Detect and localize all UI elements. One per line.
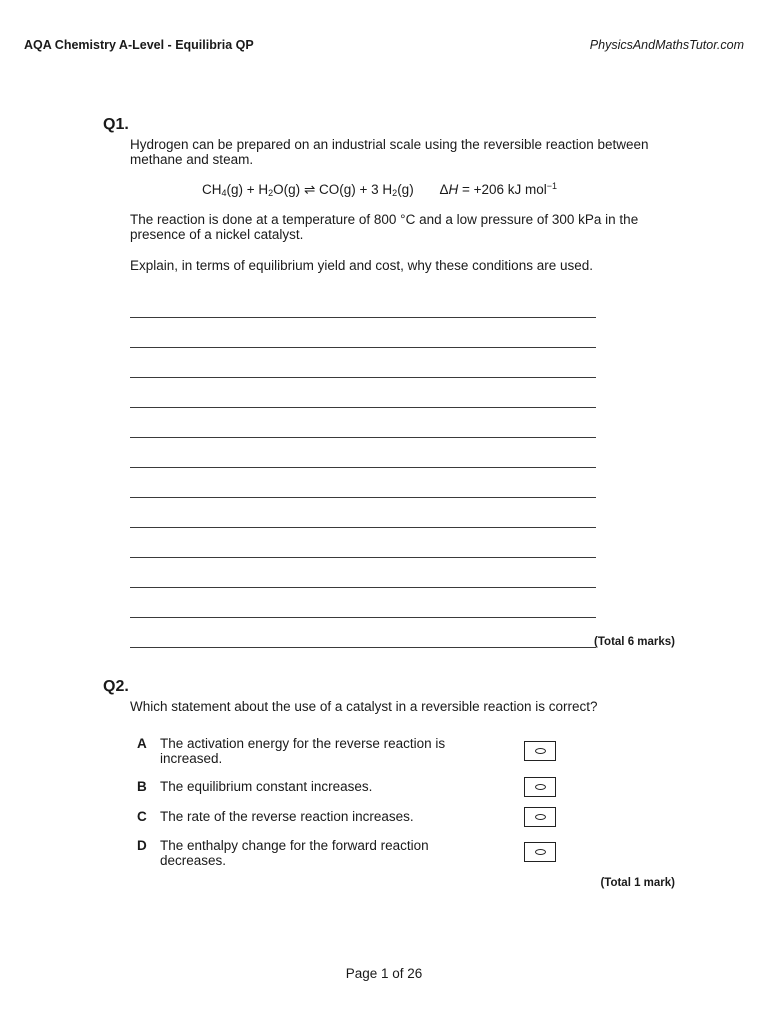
reaction-equation xyxy=(202,181,557,198)
option-d-answer-box[interactable] xyxy=(524,842,556,862)
option-a-oval-icon xyxy=(535,748,546,754)
question-2-prompt: Which statement about the use of a catalyst in a reversible reaction is correct? xyxy=(130,699,598,714)
eq-product-state: (g) xyxy=(397,182,414,197)
page-header-site: PhysicsAndMathsTutor.com xyxy=(589,38,744,52)
answer-line[interactable] xyxy=(130,558,596,588)
answer-line[interactable] xyxy=(130,348,596,378)
eq-reactant1: CH xyxy=(202,182,222,197)
option-d-oval-icon xyxy=(535,849,546,855)
enthalpy-unit-exponent: −1 xyxy=(546,181,558,191)
option-d-text: The enthalpy change for the forward reaction decreases. xyxy=(160,838,429,868)
answer-line[interactable] xyxy=(130,378,596,408)
option-b-oval-icon xyxy=(535,784,546,790)
delta-symbol: Δ xyxy=(439,182,449,197)
enthalpy-change xyxy=(439,182,557,197)
answer-line[interactable] xyxy=(130,468,596,498)
option-b-answer-box[interactable] xyxy=(524,777,556,797)
answer-lines xyxy=(130,288,596,648)
eq-reactant1-state: (g) + H xyxy=(226,182,269,197)
option-c-answer-box[interactable] xyxy=(524,807,556,827)
question-1-conditions: The reaction is done at a temperature of 800 °C and a low pressure of 300 kPa in the presence of a nickel catalyst. xyxy=(130,212,639,242)
question-1-number: Q1. xyxy=(103,116,129,133)
page-header-title: AQA Chemistry A-Level - Equilibria QP xyxy=(24,38,254,52)
answer-line[interactable] xyxy=(130,588,596,618)
option-c-text: The rate of the reverse reaction increases. xyxy=(160,809,414,824)
enthalpy-value: = +206 kJ mol xyxy=(458,182,547,197)
answer-line[interactable] xyxy=(130,498,596,528)
question-1-intro: Hydrogen can be prepared on an industrial scale using the reversible reaction between methane and steam. xyxy=(130,137,649,167)
eq-reactant2-state: O(g) xyxy=(273,182,301,197)
answer-line[interactable] xyxy=(130,528,596,558)
option-a-text: The activation energy for the reverse reaction is increased. xyxy=(160,736,446,766)
enthalpy-symbol: H xyxy=(448,182,459,197)
option-a-letter: A xyxy=(137,736,147,751)
answer-line[interactable] xyxy=(130,408,596,438)
option-b-text: The equilibrium constant increases. xyxy=(160,779,373,794)
option-d-letter: D xyxy=(137,838,147,853)
answer-line[interactable] xyxy=(130,318,596,348)
eq-reactant2-subscript: 2 xyxy=(268,188,274,198)
option-c-letter: C xyxy=(137,809,147,824)
answer-line[interactable] xyxy=(130,438,596,468)
answer-line[interactable] xyxy=(130,288,596,318)
question-2-total-marks: (Total 1 mark) xyxy=(600,877,675,889)
question-1-total-marks: (Total 6 marks) xyxy=(594,636,675,648)
question-2-number: Q2. xyxy=(103,678,129,695)
equilibrium-arrow: ⇌ xyxy=(303,182,316,197)
answer-line[interactable] xyxy=(130,618,596,648)
option-c-oval-icon xyxy=(535,814,546,820)
page-number: Page 1 of 26 xyxy=(345,966,423,981)
option-a-answer-box[interactable] xyxy=(524,741,556,761)
eq-products: CO(g) + 3 H xyxy=(319,182,393,197)
option-b-letter: B xyxy=(137,779,147,794)
question-1-prompt: Explain, in terms of equilibrium yield and cost, why these conditions are used. xyxy=(130,258,593,273)
eq-product-subscript: 2 xyxy=(392,188,398,198)
eq-reactant1-subscript: 4 xyxy=(221,188,227,198)
